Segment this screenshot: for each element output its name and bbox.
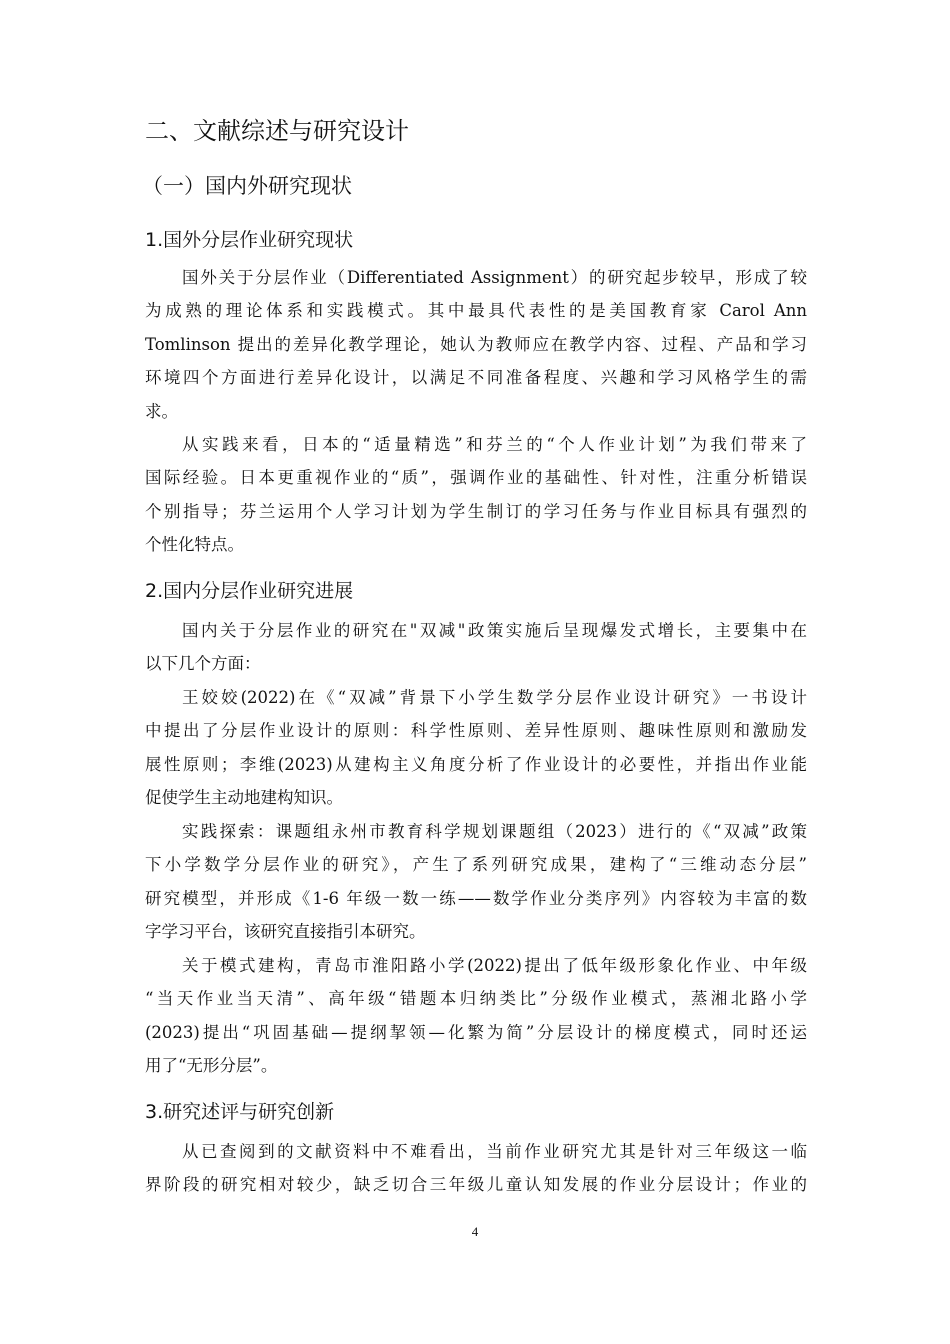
subsection-heading-2: 2.国内分层作业研究进展 (145, 580, 354, 602)
paragraph (145, 681, 807, 815)
text-line: 为成熟的理论体系和实践模式。其中最具代表性的是美国教育家 Carol Ann (145, 301, 807, 321)
page-number: 4 (471, 1224, 479, 1239)
text-line: 界阶段的研究相对较少，缺乏切合三年级儿童认知发展的作业分层设计；作业的 (145, 1175, 807, 1195)
text-line: 字学习平台，该研究直接指引本研究。 (145, 922, 426, 942)
subsection-heading-3: 3.研究述评与研究创新 (145, 1101, 335, 1123)
text-line: 以下几个方面： (145, 654, 261, 674)
text-line: 下小学数学分层作业的研究》，产生了系列研究成果，建构了“三维动态分层” (145, 855, 807, 875)
text-line: 用了“无形分层”。 (145, 1056, 278, 1076)
text-line: 求。 (145, 401, 178, 421)
text-line: 研究模型，并形成《1-6 年级一数一练——数学作业分类序列》内容较为丰富的数 (145, 888, 807, 908)
text-line: 个性化特点。 (145, 535, 244, 555)
paragraph (145, 261, 807, 428)
text-line: 实践探索：课题组永州市教育科学规划课题组（2023）进行的《“双减”政策 (182, 822, 807, 841)
text-line: 国内关于分层作业的研究在"双减"政策实施后呈现爆发式增长，主要集中在 (182, 621, 807, 640)
text-line: 王姣姣(2022)在《“双减”背景下小学生数学分层作业设计研究》一书设计 (182, 688, 807, 707)
section-heading: （一）国内外研究现状 (142, 174, 352, 198)
chapter-heading: 二、文献综述与研究设计 (145, 117, 409, 145)
paragraph (145, 614, 807, 681)
paragraph (145, 1135, 807, 1202)
text-line: 展性原则；李维(2023)从建构主义角度分析了作业设计的必要性，并指出作业能 (145, 754, 807, 774)
text-line: 关于模式建构，青岛市淮阳路小学(2022)提出了低年级形象化作业、中年级 (182, 956, 807, 975)
text-line: Tomlinson 提出的差异化教学理论，她认为教师应在教学内容、过程、产品和学习 (145, 334, 807, 354)
paragraph (145, 815, 807, 949)
text-line: 从实践来看，日本的“适量精选”和芬兰的“个人作业计划”为我们带来了 (182, 435, 807, 454)
text-line: 国外关于分层作业（Differentiated Assignment）的研究起步较早，形成了较 (182, 268, 807, 287)
paragraph (145, 428, 807, 562)
text-line: 从已查阅到的文献资料中不难看出，当前作业研究尤其是针对三年级这一临 (182, 1142, 807, 1161)
subsection-heading-1: 1.国外分层作业研究现状 (145, 229, 354, 251)
text-line: “当天作业当天清”、高年级“错题本归纳类比”分级作业模式，蒸湘北路小学 (145, 989, 807, 1009)
text-line: 中提出了分层作业设计的原则：科学性原则、差异性原则、趣味性原则和激励发 (145, 721, 807, 741)
text-line: 国际经验。日本更重视作业的“质”，强调作业的基础性、针对性，注重分析错误 (145, 468, 807, 488)
text-line: 环境四个方面进行差异化设计，以满足不同准备程度、兴趣和学习风格学生的需 (145, 368, 807, 388)
text-line: (2023)提出“巩固基础—提纲挈领—化繁为简”分层设计的梯度模式，同时还运 (145, 1022, 807, 1042)
paragraph (145, 949, 807, 1083)
text-line: 个别指导；芬兰运用个人学习计划为学生制订的学习任务与作业目标具有强烈的 (145, 501, 807, 521)
text-line: 促使学生主动地建构知识。 (145, 788, 343, 808)
